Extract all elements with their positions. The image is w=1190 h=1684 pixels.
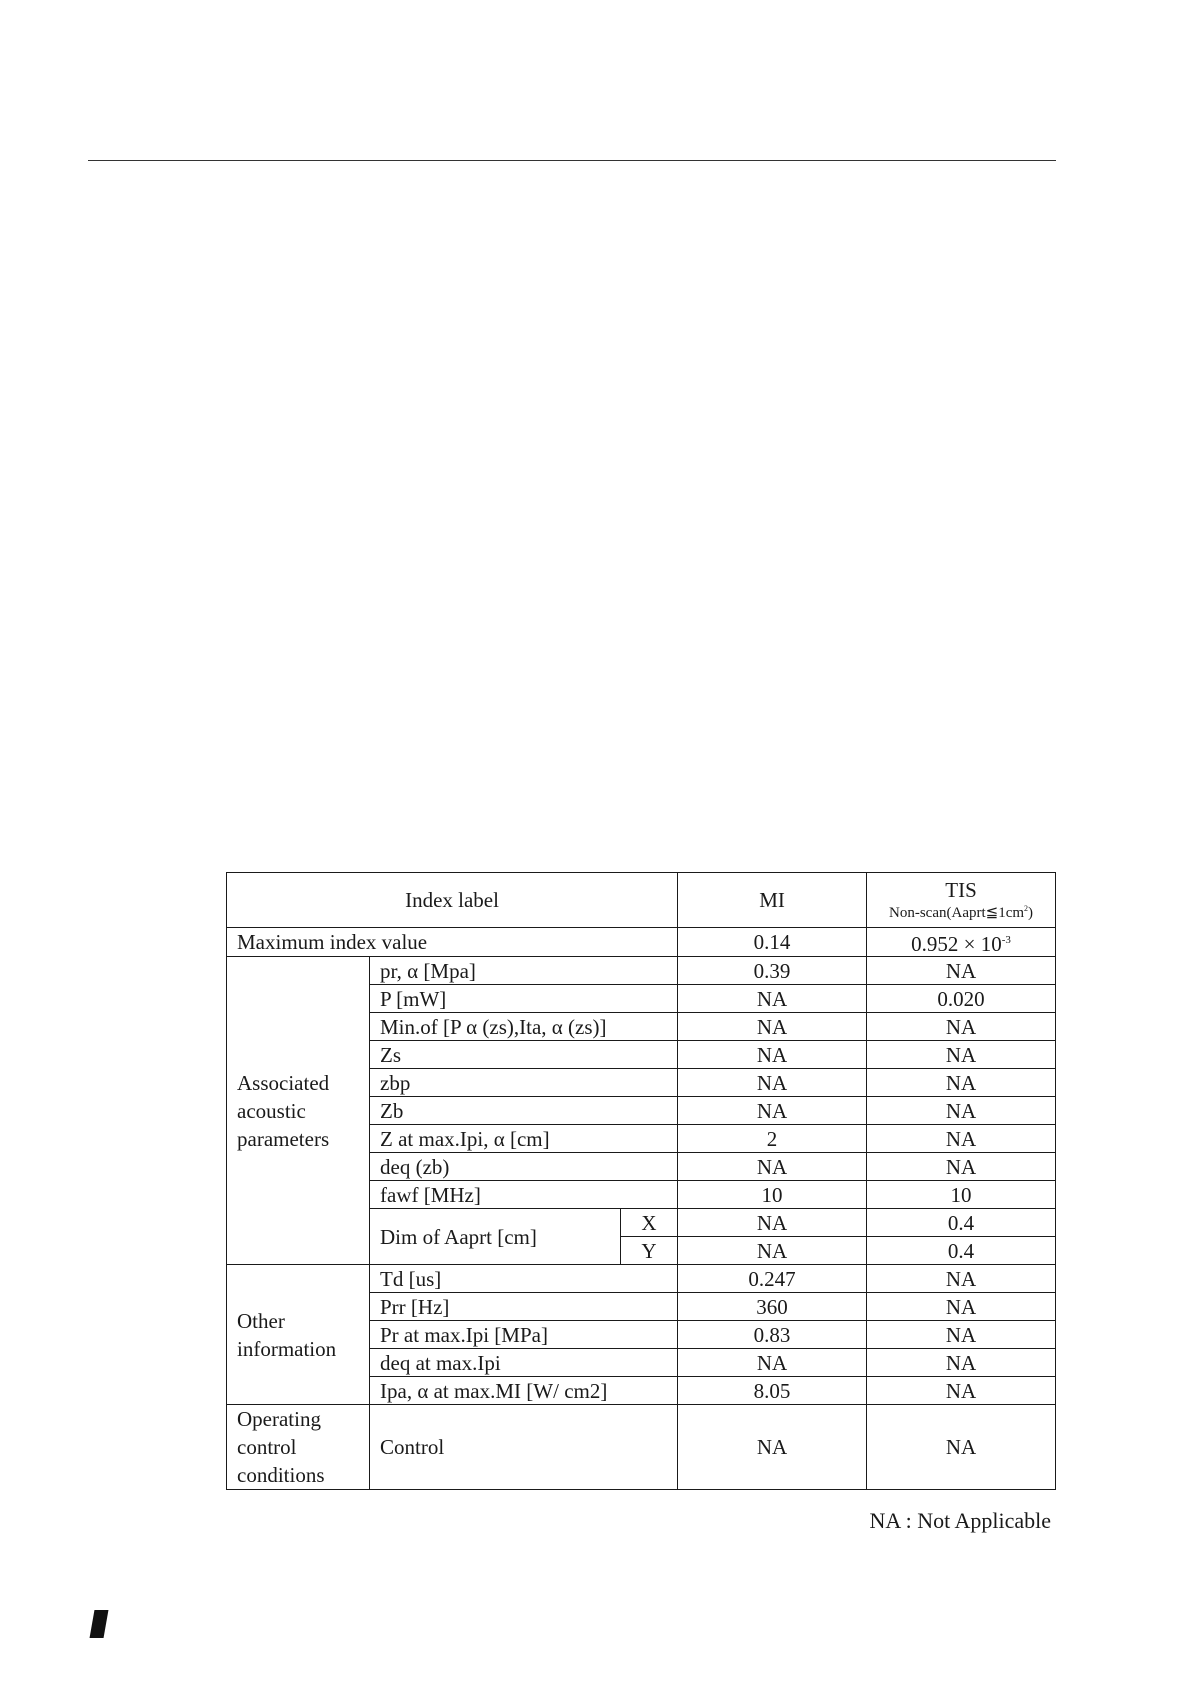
table-row	[227, 957, 1056, 985]
control-row	[227, 1405, 1056, 1490]
mi-value: 0.83	[678, 1321, 867, 1349]
mi-value: NA	[678, 1013, 867, 1041]
tis-header	[867, 873, 1056, 928]
mi-value: 2	[678, 1125, 867, 1153]
param-label: Td [us]	[370, 1265, 678, 1293]
tis-value: NA	[867, 1097, 1056, 1125]
param-label: Min.of [P α (zs),Ita, α (zs)]	[370, 1013, 678, 1041]
tis-value: NA	[867, 1293, 1056, 1321]
param-label: pr, α [Mpa]	[370, 957, 678, 985]
tis-value: 0.4	[867, 1237, 1056, 1265]
param-label: deq (zb)	[370, 1153, 678, 1181]
param-label: P [mW]	[370, 985, 678, 1013]
other-group-label: Other information	[227, 1265, 370, 1405]
mi-value: NA	[678, 985, 867, 1013]
max-index-mi: 0.14	[678, 928, 867, 957]
associated-group-label: Associated acoustic parameters	[227, 957, 370, 1265]
acoustic-output-table	[226, 872, 1056, 1490]
mi-value: NA	[678, 1069, 867, 1097]
corner-marker	[90, 1610, 109, 1638]
tis-value: NA	[867, 1013, 1056, 1041]
max-index-label: Maximum index value	[227, 928, 678, 957]
mi-value: NA	[678, 1097, 867, 1125]
tis-value: 0.020	[867, 985, 1056, 1013]
tis-header-title: TIS	[945, 878, 977, 902]
tis-value: NA	[867, 1405, 1056, 1490]
param-label: zbp	[370, 1069, 678, 1097]
dim-aaprt-label: Dim of Aaprt [cm]	[370, 1209, 621, 1265]
table-row	[227, 1265, 1056, 1293]
tis-value: NA	[867, 1069, 1056, 1097]
tis-value: NA	[867, 1125, 1056, 1153]
mi-value: 0.39	[678, 957, 867, 985]
mi-value: NA	[678, 1237, 867, 1265]
max-index-row	[227, 928, 1056, 957]
param-label: Pr at max.Ipi [MPa]	[370, 1321, 678, 1349]
param-label: Z at max.Ipi, α [cm]	[370, 1125, 678, 1153]
mi-value: 10	[678, 1181, 867, 1209]
tis-value: NA	[867, 1153, 1056, 1181]
mi-header: MI	[678, 873, 867, 928]
mi-value: NA	[678, 1041, 867, 1069]
mi-value: NA	[678, 1349, 867, 1377]
mi-value: 8.05	[678, 1377, 867, 1405]
tis-value: 0.4	[867, 1209, 1056, 1237]
param-label: fawf [MHz]	[370, 1181, 678, 1209]
param-label: Zb	[370, 1097, 678, 1125]
mi-value: NA	[678, 1405, 867, 1490]
tis-value: NA	[867, 957, 1056, 985]
footnote: NA : Not Applicable	[869, 1508, 1051, 1533]
tis-value: NA	[867, 1349, 1056, 1377]
tis-value: NA	[867, 1321, 1056, 1349]
mi-value: NA	[678, 1153, 867, 1181]
max-index-tis: $0.952 \times 10^{-3}$	[867, 928, 1056, 957]
header-rule	[88, 160, 1056, 161]
param-label: deq at max.Ipi	[370, 1349, 678, 1377]
tis-value: NA	[867, 1377, 1056, 1405]
tis-value: 10	[867, 1181, 1056, 1209]
tis-value: NA	[867, 1041, 1056, 1069]
tis-header-subtitle: Non-$scan(Aaprt≦1cm^2)$	[889, 904, 1034, 921]
dim-y-label: Y	[621, 1237, 678, 1265]
mi-value: NA	[678, 1209, 867, 1237]
param-label: Zs	[370, 1041, 678, 1069]
param-label: Ipa, α at max.MI [W/ cm2]	[370, 1377, 678, 1405]
param-label: Prr [Hz]	[370, 1293, 678, 1321]
operating-group-label: Operating control conditions	[227, 1405, 370, 1490]
header-row	[227, 873, 1056, 928]
tis-value: NA	[867, 1265, 1056, 1293]
index-label-header: Index label	[227, 873, 678, 928]
mi-value: 0.247	[678, 1265, 867, 1293]
dim-x-label: X	[621, 1209, 678, 1237]
mi-value: 360	[678, 1293, 867, 1321]
control-label: Control	[370, 1405, 678, 1490]
